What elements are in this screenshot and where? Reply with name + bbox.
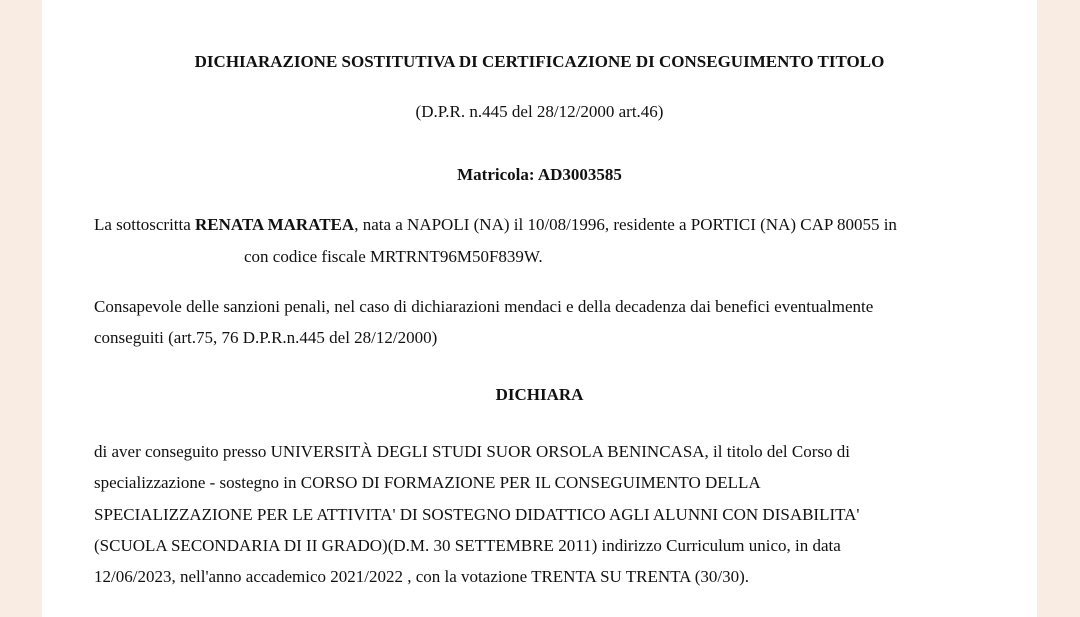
statement-line-4: (SCUOLA SECONDARIA DI II GRADO)(D.M. 30 SETTEMBRE 2011) indirizzo Curriculum unico, in data	[94, 536, 841, 555]
matricola-number: Matricola: AD3003585	[457, 165, 622, 184]
declarant-name: RENATA MARATEA	[195, 215, 355, 234]
statement-line-5: 12/06/2023, nell'anno accademico 2021/2022 , con la votazione TRENTA SU TRENTA (30/30).	[94, 567, 750, 586]
declares-heading: DICHIARA	[495, 385, 584, 404]
statement-line-2: specializzazione - sostegno in CORSO DI FORMAZIONE PER IL CONSEGUIMENTO DELLA	[94, 473, 761, 492]
statement-line-3: SPECIALIZZAZIONE PER LE ATTIVITA' DI SOSTEGNO DIDATTICO AGLI ALUNNI CON DISABILITA'	[94, 505, 860, 524]
declarant-line	[94, 215, 897, 235]
document-page	[42, 0, 1037, 617]
declarant-details: , nata a NAPOLI (NA) il 10/08/1996, residente a PORTICI (NA) CAP 80055 in	[354, 215, 897, 234]
declarant-prefix: La sottoscritta	[94, 215, 196, 234]
legal-reference: (D.P.R. n.445 del 28/12/2000 art.46)	[415, 102, 664, 121]
awareness-line-1: Consapevole delle sanzioni penali, nel caso di dichiarazioni mendaci e della decadenza dai benefici eventualmente	[94, 297, 874, 316]
fiscal-code-line: con codice fiscale MRTRNT96M50F839W.	[244, 247, 543, 266]
awareness-line-2: conseguiti (art.75, 76 D.P.R.n.445 del 28/12/2000)	[94, 328, 438, 347]
statement-line-1: di aver conseguito presso UNIVERSITÀ DEGLI STUDI SUOR ORSOLA BENINCASA, il titolo del Corso di	[94, 442, 850, 461]
document-title: DICHIARAZIONE SOSTITUTIVA DI CERTIFICAZIONE DI CONSEGUIMENTO TITOLO	[194, 52, 885, 71]
